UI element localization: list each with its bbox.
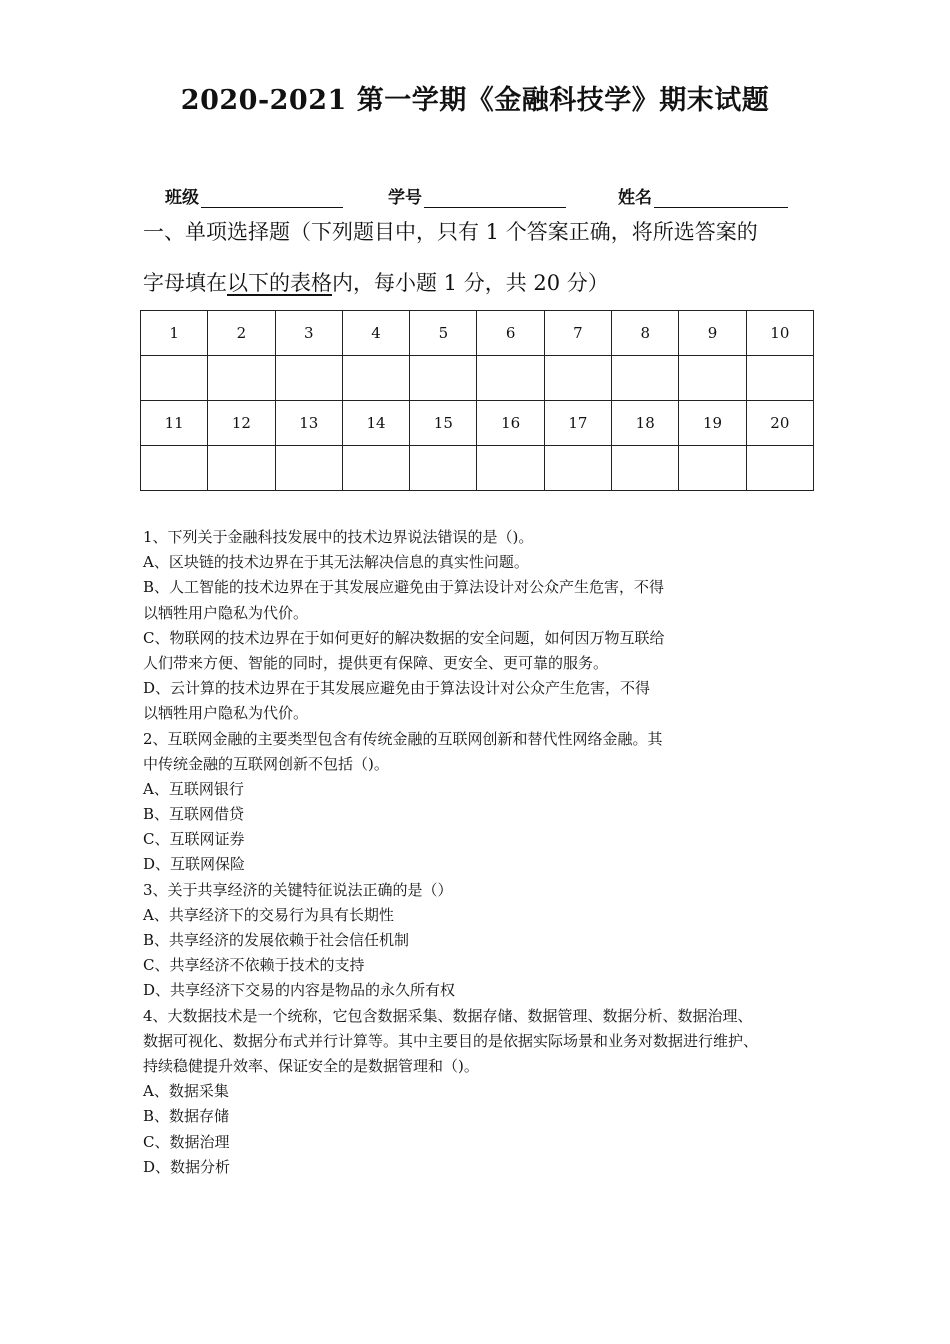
answer-number-cell: 18: [612, 401, 679, 446]
answer-blank-cell[interactable]: [275, 446, 342, 491]
answer-blank-row-1: [141, 356, 814, 401]
answer-number-cell: 5: [410, 311, 477, 356]
answer-number-cell: 1: [141, 311, 208, 356]
class-blank-line[interactable]: [201, 189, 343, 208]
answer-blank-cell[interactable]: [477, 446, 544, 491]
question-line: 3、关于共享经济的关键特征说法正确的是（）: [143, 880, 453, 899]
answer-blank-cell[interactable]: [208, 446, 275, 491]
question-list: [143, 525, 823, 1180]
section-heading-pre: 字母填在: [143, 271, 227, 295]
student-id-blank-line[interactable]: [424, 189, 566, 208]
answer-blank-cell[interactable]: [275, 356, 342, 401]
question-line: A、共享经济下的交易行为具有长期性: [143, 905, 394, 924]
question-line: D、数据分析: [143, 1157, 231, 1176]
student-id-label: 学号: [388, 188, 422, 208]
answer-number-cell: 4: [342, 311, 409, 356]
answer-table: [140, 310, 814, 491]
question-line: D、云计算的技术边界在于其发展应避免由于算法设计对公众产生危害，不得: [143, 679, 651, 698]
answer-number-cell: 14: [342, 401, 409, 446]
section-heading-post: 内，每小题 1 分，共 20 分）: [332, 271, 609, 295]
answer-blank-cell[interactable]: [746, 356, 813, 401]
question-line: C、物联网的技术边界在于如何更好的解决数据的安全问题，如何因万物互联给: [143, 628, 665, 647]
answer-blank-cell[interactable]: [544, 356, 611, 401]
section-heading-line2: [143, 271, 823, 295]
answer-blank-cell[interactable]: [141, 446, 208, 491]
name-field: [618, 183, 788, 208]
answer-blank-cell[interactable]: [679, 356, 746, 401]
student-id-field: [388, 183, 566, 208]
question-line: C、互联网证券: [143, 830, 245, 849]
question-line: A、数据采集: [143, 1082, 229, 1101]
question-line: C、数据治理: [143, 1132, 230, 1151]
answer-number-cell: 16: [477, 401, 544, 446]
answer-number-cell: 19: [679, 401, 746, 446]
answer-number-cell: 20: [746, 401, 813, 446]
name-blank-line[interactable]: [654, 189, 788, 208]
question-line: C、共享经济不依赖于技术的支持: [143, 956, 365, 975]
section-heading-line1: 一、单项选择题（下列题目中，只有 1 个答案正确，将所选答案的: [143, 220, 758, 244]
answer-number-row-1: [141, 311, 814, 356]
student-info-row: [0, 183, 950, 209]
question-line: 人们带来方便、智能的同时，提供更有保障、更安全、更可靠的服务。: [143, 653, 609, 672]
answer-number-cell: 9: [679, 311, 746, 356]
answer-number-cell: 3: [275, 311, 342, 356]
class-label: 班级: [165, 188, 199, 208]
question-line: 中传统金融的互联网创新不包括（)。: [143, 754, 389, 773]
question-line: 2、互联网金融的主要类型包含有传统金融的互联网创新和替代性网络金融。其: [143, 729, 663, 748]
question-line: B、数据存储: [143, 1107, 230, 1126]
question-line: 4、大数据技术是一个统称，它包含数据采集、数据存储、数据管理、数据分析、数据治理、: [143, 1006, 753, 1025]
answer-blank-cell[interactable]: [544, 446, 611, 491]
answer-blank-cell[interactable]: [679, 446, 746, 491]
answer-blank-row-2: [141, 446, 814, 491]
answer-number-cell: 11: [141, 401, 208, 446]
answer-number-cell: 6: [477, 311, 544, 356]
answer-number-cell: 12: [208, 401, 275, 446]
answer-blank-cell[interactable]: [410, 446, 477, 491]
answer-blank-cell[interactable]: [141, 356, 208, 401]
answer-blank-cell[interactable]: [410, 356, 477, 401]
question-line: D、共享经济下交易的内容是物品的永久所有权: [143, 981, 456, 1000]
answer-blank-cell[interactable]: [612, 446, 679, 491]
question-line: B、互联网借贷: [143, 805, 245, 824]
answer-number-row-2: [141, 401, 814, 446]
answer-blank-cell[interactable]: [477, 356, 544, 401]
answer-number-cell: 2: [208, 311, 275, 356]
answer-blank-cell[interactable]: [342, 356, 409, 401]
question-line: 数据可视化、数据分布式并行计算等。其中主要目的是依据实际场景和业务对数据进行维护、: [143, 1031, 759, 1050]
question-line: B、共享经济的发展依赖于社会信任机制: [143, 931, 410, 949]
name-label: 姓名: [618, 188, 652, 208]
page-title: 2020-2021 第一学期《金融科技学》期末试题: [180, 85, 770, 116]
question-line: 以牺牲用户隐私为代价。: [143, 704, 309, 723]
question-line: 1、下列关于金融科技发展中的技术边界说法错误的是（)。: [143, 528, 534, 546]
question-line: D、互联网保险: [143, 855, 246, 874]
section-heading-underlined: 以下的表格: [227, 271, 332, 295]
question-line: 以牺牲用户隐私为代价。: [143, 603, 309, 622]
class-field: [165, 183, 343, 208]
answer-number-cell: 17: [544, 401, 611, 446]
answer-number-cell: 7: [544, 311, 611, 356]
answer-blank-cell[interactable]: [342, 446, 409, 491]
answer-blank-cell[interactable]: [208, 356, 275, 401]
answer-number-cell: 8: [612, 311, 679, 356]
answer-number-cell: 15: [410, 401, 477, 446]
answer-blank-cell[interactable]: [612, 356, 679, 401]
answer-number-cell: 10: [746, 311, 813, 356]
question-line: B、人工智能的技术边界在于其发展应避免由于算法设计对公众产生危害，不得: [143, 578, 665, 597]
answer-blank-cell[interactable]: [746, 446, 813, 491]
question-line: A、互联网银行: [143, 779, 244, 798]
question-line: 持续稳健提升效率、保证安全的是数据管理和（)。: [143, 1056, 479, 1075]
question-line: A、区块链的技术边界在于其无法解决信息的真实性问题。: [143, 553, 529, 572]
answer-number-cell: 13: [275, 401, 342, 446]
